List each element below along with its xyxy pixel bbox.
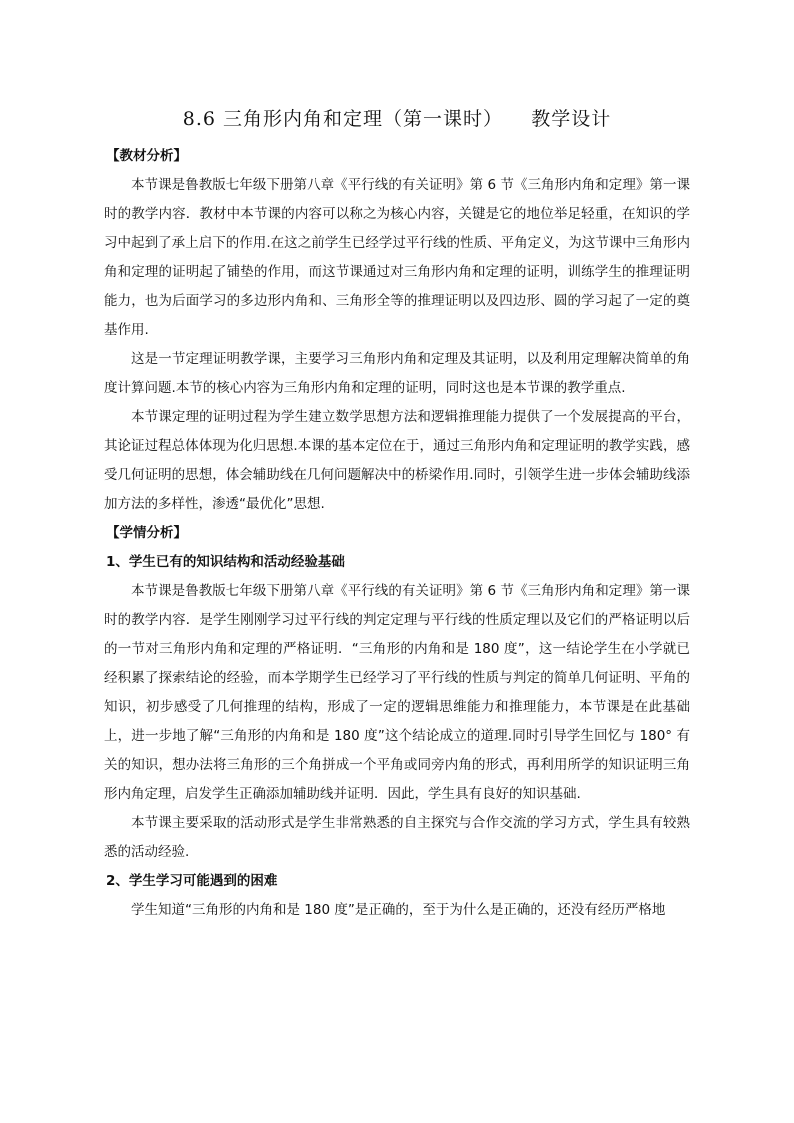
paragraph: 本节课是鲁教版七年级下册第八章《平行线的有关证明》第 6 节《三角形内角和定理》第一课时的教学内容．是学生刚刚学习过平行线的判定定理与平行线的性质定理以及它们的严格证明以后的一节对三角形内角和定理的严格证明．“三角形的内角和是 180 度”，这一结论学生在小学就已经积累了探索结论的经验，而本学期学生已经学习了平行线的性质与判定的简单几何证明、平角的知识，初步感受了几何推理的结构，形成了一定的逻辑思维能力和推理能力，本节课是在此基础上，进一步地了解“三角形的内角和是 180 度”这个结论成立的道理.同时引导学生回忆与 180° 有关的知识，想办法将三角形的三个角拼成一个平角或同旁内角的形式，再利用所学的知识证明三角形内角定理，启发学生正确添加辅助线并证明．因此，学生具有良好的知识基础. (104, 583, 690, 802)
section-heading-student-analysis: 【学情分析】 (106, 525, 187, 541)
paragraph: 这是一节定理证明教学课，主要学习三角形内角和定理及其证明，以及利用定理解决简单的角度计算问题.本节的核心内容为三角形内角和定理的证明，同时这也是本节课的教学重点. (104, 351, 690, 396)
subheading-difficulties: 2、学生学习可能遇到的困难 (106, 873, 278, 889)
paragraph: 本节课定理的证明过程为学生建立数学思想方法和逻辑推理能力提供了一个发展提高的平台，其论证过程总体体现为化归思想.本课的基本定位在于，通过三角形内角和定理证明的教学实践，感受几何证明的思想，体会辅助线在几何问题解决中的桥梁作用.同时，引领学生进一步体会辅助线添加方法的多样性，渗透“最优化”思想. (104, 409, 690, 512)
paragraph: 学生知道“三角形的内角和是 180 度”是正确的，至于为什么是正确的，还没有经历严格地 (131, 902, 666, 918)
subheading-prior-knowledge: 1、学生已有的知识结构和活动经验基础 (106, 554, 345, 570)
section-heading-textbook-analysis: 【教材分析】 (106, 148, 187, 164)
paragraph: 本节课主要采取的活动形式是学生非常熟悉的自主探究与合作交流的学习方式，学生具有较熟悉的活动经验. (104, 815, 690, 860)
paragraph: 本节课是鲁教版七年级下册第八章《平行线的有关证明》第 6 节《三角形内角和定理》第一课时的教学内容．教材中本节课的内容可以称之为核心内容，关键是它的地位举足轻重，在知识的学习中起到了承上启下的作用.在这之前学生已经学过平行线的性质、平角定义，为这节课中三角形内角和定理的证明起了铺垫的作用，而这节课通过对三角形内角和定理的证明，训练学生的推理证明能力，也为后面学习的多边形内角和、三角形全等的推理证明以及四边形、圆的学习起了一定的奠基作用. (104, 177, 690, 338)
document-title: 8.6 三角形内角和定理（第一课时） 教学设计 (182, 108, 612, 130)
document-body (104, 142, 690, 925)
